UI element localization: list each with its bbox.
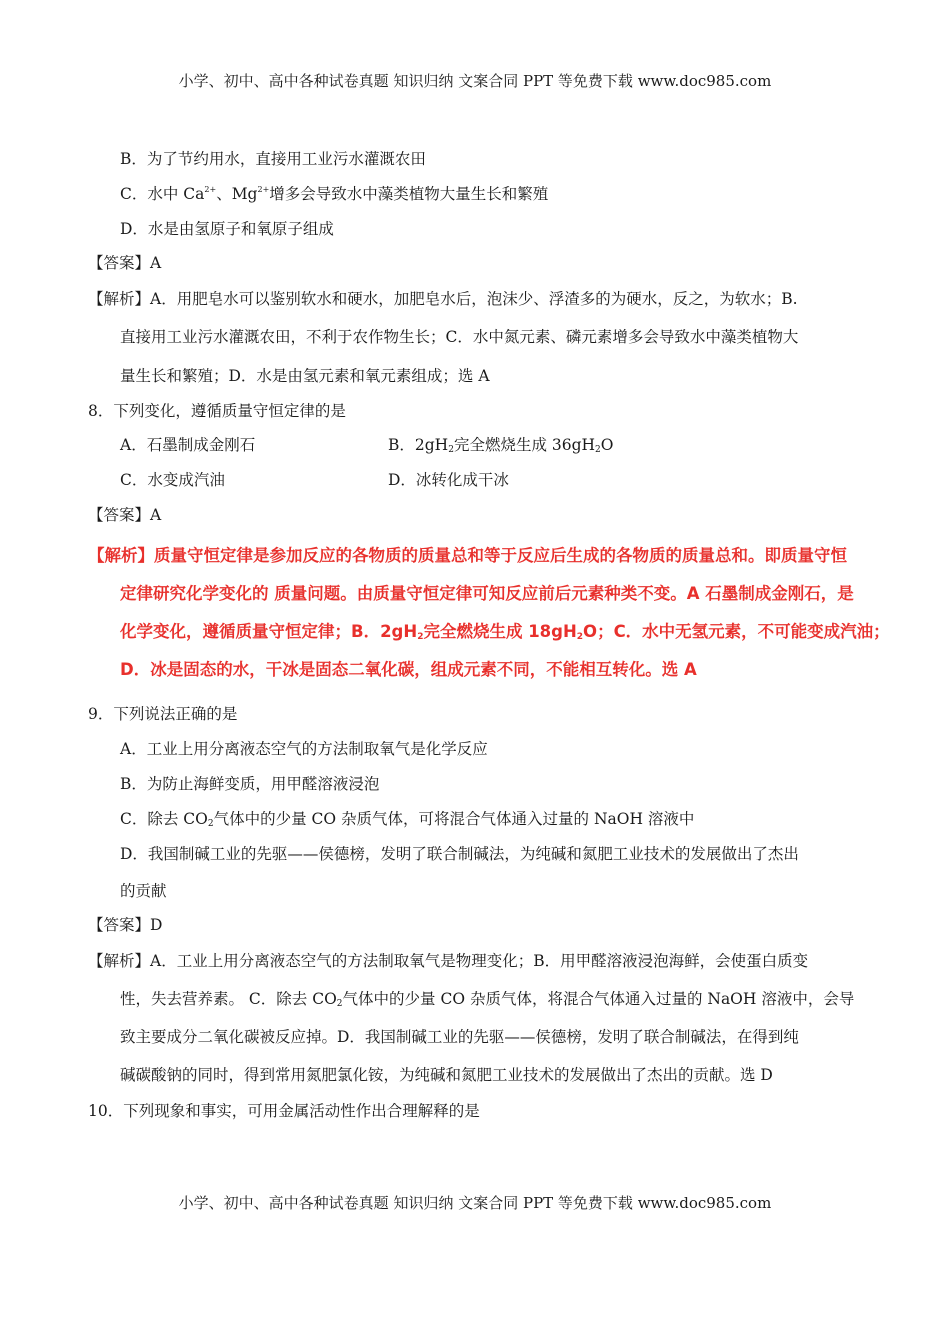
q7-analysis-line-3: 量生长和繁殖；D．水是由氢元素和氧元素组成；选 A (120, 367, 490, 385)
q8-option-d: D．冰转化成干冰 (388, 471, 509, 489)
q9-analysis-line-1: 【解析】A．工业上用分离液态空气的方法制取氧气是物理变化；B．用甲醛溶液浸泡海鲜，会使蛋白质变 (88, 952, 809, 970)
q8-option-a: A．石墨制成金刚石 (120, 436, 256, 454)
q9-option-a: A．工业上用分离液态空气的方法制取氧气是化学反应 (120, 740, 488, 758)
q8-stem: 8．下列变化，遵循质量守恒定律的是 (88, 402, 346, 420)
q9-option-b: B．为防止海鲜变质，用甲醛溶液浸泡 (120, 775, 380, 793)
q7-option-c: C．水中 $Ca^{2+}$、$Mg^{2+}$增多会导致水中藻类植物大量生长和繁殖 (120, 185, 549, 203)
q8-option-c: C．水变成汽油 (120, 471, 225, 489)
q8-answer: 【答案】A (88, 506, 162, 524)
q10-stem: 10．下列现象和事实，可用金属活动性作出合理解释的是 (88, 1102, 480, 1120)
q8-analysis-line-2: 定律研究化学变化的 质量问题。由质量守恒定律可知反应前后元素种类不变。A 石墨制成金刚石，是 (120, 584, 854, 603)
q7-analysis-line-2: 直接用工业污水灌溉农田，不利于农作物生长；C．水中氮元素、磷元素增多会导致水中藻类植物大 (120, 328, 799, 346)
q7-option-d: D．水是由氢原子和氧原子组成 (120, 220, 334, 238)
q8-option-b: B．$2gH_2$完全燃烧生成 $36gH_2O$ (388, 436, 614, 455)
q9-option-d-line-2: 的贡献 (120, 882, 167, 900)
q9-analysis-line-3: 致主要成分二氧化碳被反应掉。D．我国制碱工业的先驱——侯德榜，发明了联合制碱法，在得到纯 (120, 1028, 799, 1046)
q9-stem: 9．下列说法正确的是 (88, 705, 238, 723)
q7-answer: 【答案】A (88, 254, 162, 272)
q7-analysis-line-1: 【解析】A．用肥皂水可以鉴别软水和硬水，加肥皂水后，泡沫少、浮渣多的为硬水，反之，为软水；B. (88, 290, 798, 308)
q9-option-d-line-1: D．我国制碱工业的先驱——侯德榜，发明了联合制碱法，为纯碱和氮肥工业技术的发展做出了杰出 (120, 845, 799, 863)
q9-option-c: C．除去 $CO_2$气体中的少量 CO 杂质气体，可将混合气体通入过量的 NaOH 溶液中 (120, 810, 695, 829)
page-header: 小学、初中、高中各种试卷真题 知识归纳 文案合同 PPT 等免费下载 www.doc985.com (178, 72, 772, 90)
q9-answer: 【答案】D (88, 916, 163, 934)
q8-analysis-line-3: 化学变化，遵循质量守恒定律；B．$2gH_2$完全燃烧生成 $18gH_2O$；C．水中无氢元素，不可能变成汽油； (120, 622, 890, 642)
q8-analysis-line-1: 【解析】质量守恒定律是参加反应的各物质的质量总和等于反应后生成的各物质的质量总和。即质量守恒 (88, 546, 847, 565)
q9-analysis-line-2: 性，失去营养素。 C．除去 $CO_2$气体中的少量 CO 杂质气体，将混合气体通入过量的 NaOH 溶液中，会导 (120, 990, 855, 1009)
page-footer: 小学、初中、高中各种试卷真题 知识归纳 文案合同 PPT 等免费下载 www.doc985.com (178, 1194, 772, 1212)
q7-option-b: B．为了节约用水，直接用工业污水灌溉农田 (120, 150, 426, 168)
q9-analysis-line-4: 碱碳酸钠的同时，得到常用氮肥氯化铵，为纯碱和氮肥工业技术的发展做出了杰出的贡献。选 D (120, 1066, 773, 1084)
q8-analysis-line-4: D．冰是固态的水，干冰是固态二氧化碳，组成元素不同，不能相互转化。选 A (120, 660, 697, 679)
